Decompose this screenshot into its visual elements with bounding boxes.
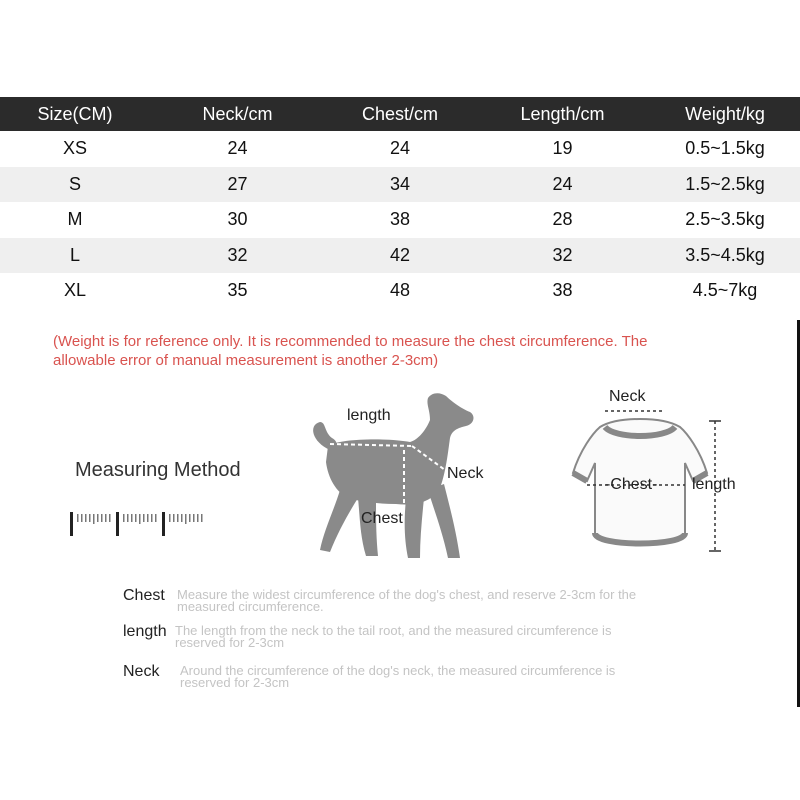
cell-length: 28 [552,209,573,230]
cell-chest: 38 [389,209,411,230]
cell-length: 24 [475,167,650,203]
cell-chest: 34 [325,167,475,203]
header-chest: Chest/cm [325,97,475,131]
cell-weight: 1.5~2.5kg [650,167,800,203]
shirt-length-label: length [692,476,736,493]
cell-chest: 24 [389,138,411,159]
dog-diagram [300,380,520,570]
table-row [0,131,800,167]
length-term: length [123,623,167,640]
cell-size: XS [62,138,87,159]
cell-weight: 2.5~3.5kg [685,209,765,230]
header-weight: Weight/kg [650,97,800,131]
length-text: The length from the neck to the tail root, and the measured circumference is reserved for 2-3cm [175,623,612,650]
cell-weight: 0.5~1.5kg [685,138,765,159]
cell-size: L [0,238,150,274]
cell-size: M [67,209,83,230]
cell-weight: 4.5~7kg [692,280,758,301]
measuring-method-title: Measuring Method [75,459,241,481]
cell-length: 38 [552,280,573,301]
chest-term: Chest [123,587,165,604]
size-chart-table [0,97,800,309]
cell-chest: 42 [325,238,475,274]
table-row [0,167,800,203]
cell-length: 19 [552,138,573,159]
dog-silhouette-icon [300,380,520,570]
shirt-diagram [565,385,755,565]
header-size: Size(CM) [0,97,150,131]
cell-size: XL [63,280,87,301]
table-row [0,238,800,274]
ruler-icon [70,510,210,538]
cell-size: S [0,167,150,203]
shirt-neck-label: Neck [609,388,646,405]
dog-chest-label: Chest [361,510,403,527]
header-neck: Neck/cm [150,97,325,131]
table-row [0,202,800,238]
cell-weight: 3.5~4.5kg [650,238,800,274]
cell-neck: 27 [150,167,325,203]
neck-term: Neck [123,663,160,680]
chest-text: Measure the widest circumference of the dog's chest, and reserve 2-3cm for the measured circumference. [177,587,637,614]
neck-text: Around the circumference of the dog's neck, the measured circumference is reserved for 2-3cm [180,663,616,690]
table-row [0,273,800,309]
shirt-chest-label: -Chest- [605,476,658,493]
header-length: Length/cm [475,97,650,131]
dog-neck-label: Neck [447,465,484,482]
table-header-row [0,97,800,131]
cell-neck: 30 [227,209,248,230]
cell-neck: 32 [150,238,325,274]
cell-length: 32 [475,238,650,274]
dog-length-label: length [347,407,391,424]
cell-neck: 35 [227,280,248,301]
shirt-outline-icon [565,385,755,565]
cell-chest: 48 [389,280,411,301]
weight-note: (Weight is for reference only. It is recommended to measure the chest circumference. The allowable error of manual measurement is another 2-3cm) [53,333,648,369]
cell-neck: 24 [227,138,248,159]
